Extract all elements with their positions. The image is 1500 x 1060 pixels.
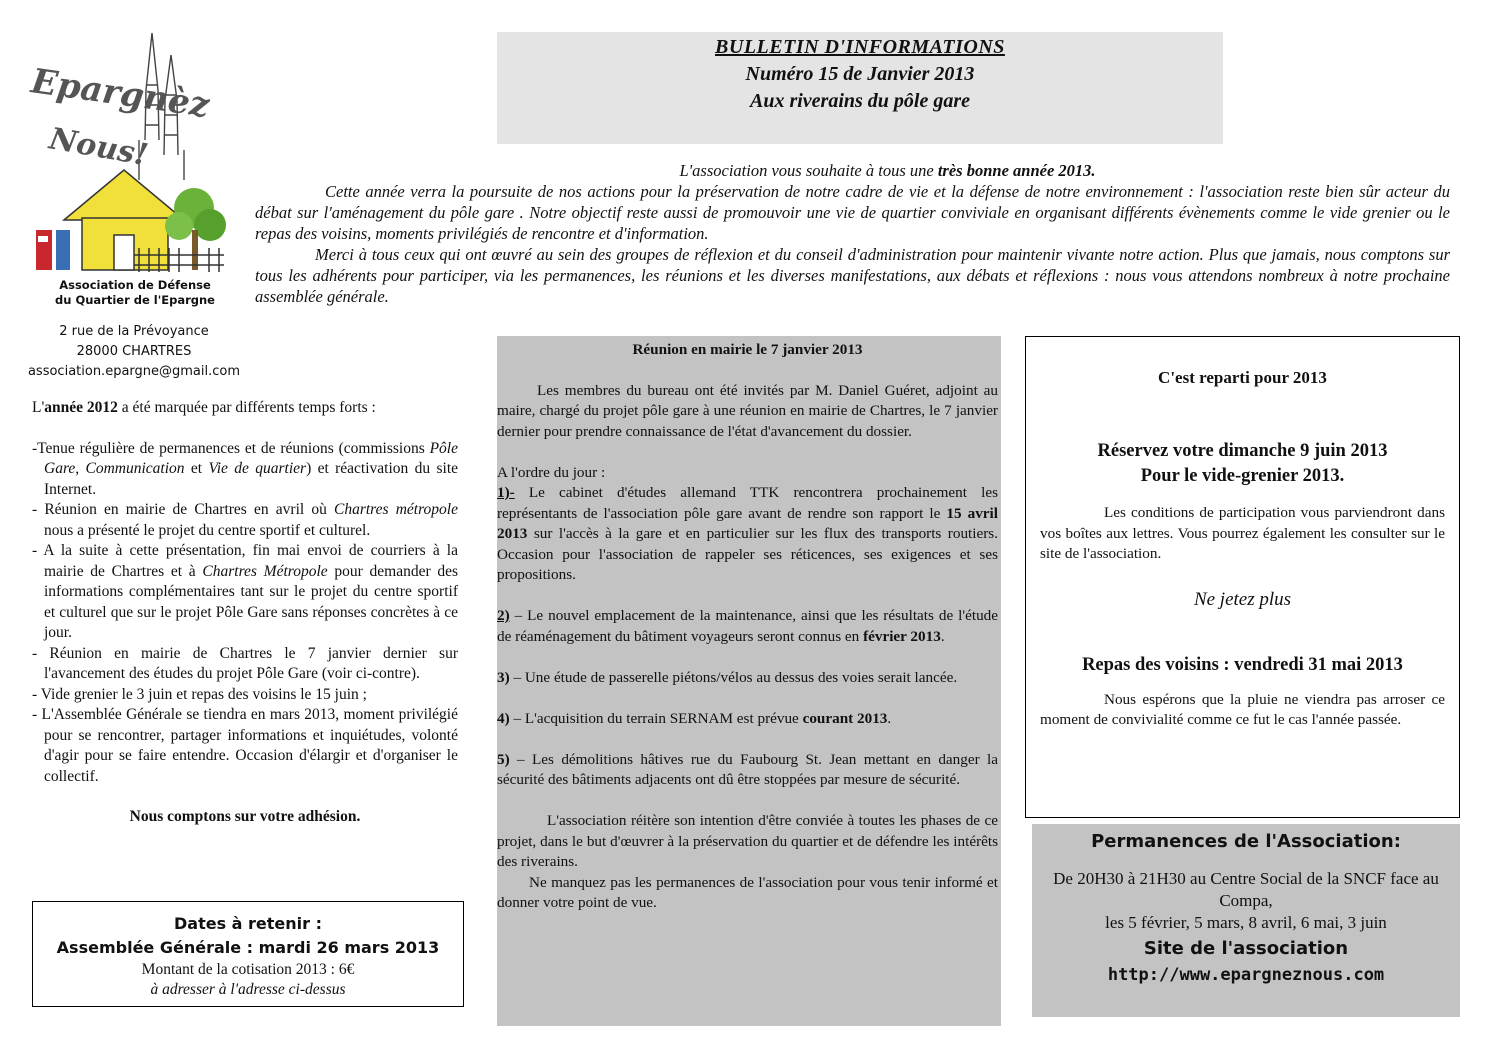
agenda-item-4 <box>497 709 998 730</box>
text: . <box>940 627 945 645</box>
text-bold: année 2012 <box>44 399 118 416</box>
logo-wordmark-line1: Epargnèz <box>28 61 212 126</box>
meeting-title: Réunion en mairie le 7 janvier 2013 <box>632 341 863 358</box>
membership-fee: Montant de la cotisation 2013 : 6€ <box>141 961 355 978</box>
intro-section <box>255 160 1450 307</box>
text: nous a présenté le projet du centre sportif et culturel. <box>44 521 371 539</box>
location-text: De 20H30 à 21H30 au Centre Social de la SNCF face au Compa, <box>1053 869 1439 910</box>
text: -Tenue régulière de permanences et de réunions (commissions <box>32 439 430 457</box>
new-year-greeting <box>255 160 1450 181</box>
permanences-location <box>1032 868 1460 934</box>
agenda-item-2 <box>497 606 998 647</box>
text-italic: Chartres métropole <box>334 501 458 518</box>
dates-box <box>32 901 464 1007</box>
text-italic: Chartres Métropole <box>202 562 328 580</box>
address-city: 28000 CHARTRES <box>76 344 192 359</box>
list-item: - Réunion en mairie de Chartres le 7 janvier dernier sur l'avancement des études du projet Pôle Gare (voir ci-contre). <box>32 644 458 682</box>
greeting-text: L'association vous souhaite à tous une <box>679 161 938 180</box>
agenda-number: 3) <box>497 668 510 686</box>
text: L' <box>32 399 45 416</box>
agenda-item-1 <box>497 483 998 586</box>
org-name-line1: Association de Défense <box>59 278 211 292</box>
agenda-number: 5) <box>497 750 510 768</box>
org-address <box>14 322 254 382</box>
text: – Une étude de passerelle piétons/vélos au dessus des voies serait lancée. <box>509 668 958 686</box>
bulletin-issue: Numéro 15 de Janvier 2013 <box>745 63 975 85</box>
website-link[interactable]: http://www.epargneznous.com <box>1107 965 1385 985</box>
text-italic: Vie de quartier <box>208 460 307 477</box>
text-italic: Communication <box>85 460 185 477</box>
highlights-list <box>32 439 458 788</box>
year-2012-intro <box>32 398 458 419</box>
text: – L'acquisition du terrain SERNAM est prévue <box>509 709 803 727</box>
bulletin-audience: Aux riverains du pôle gare <box>749 90 971 112</box>
list-item <box>32 439 458 501</box>
text-bold: février 2013 <box>863 627 941 645</box>
list-item <box>32 541 458 644</box>
conditions-text: Les conditions de participation vous parviendront dans vos boîtes aux lettres. Vous pourrez également les consulter sur le site de l'association. <box>1040 504 1445 562</box>
text: ) et réactivation du site Internet. <box>44 460 459 498</box>
agenda-number: 2) <box>497 607 510 624</box>
agenda-item-3 <box>497 668 998 689</box>
permanences-dates: les 5 février, 5 mars, 8 avril, 6 mai, 3 juin <box>1105 913 1387 932</box>
website-label: Site de l'association <box>1143 938 1349 959</box>
intro-paragraph-2: Merci à tous ceux qui ont œuvré au sein des groupes de réflexion et du conseil d'administration pour maintenir vivante notre action. Plus que jamais, nous comptons sur tous les adhérents pour participer, via les permanences, les réunions et les diverses manifestations, aux débats et réflexions : nous vous attendons nombreux à notre prochaine assemblée générale. <box>255 245 1450 306</box>
text-italic: Pôle Gare <box>44 439 458 477</box>
permanences-box <box>1032 824 1460 1017</box>
year-2012-section <box>32 398 458 828</box>
address-street: 2 rue de la Prévoyance <box>59 324 209 339</box>
text: – Le nouvel emplacement de la maintenance, ainsi que les résultats de l'étude de réaménagement du bâtiment voyageurs seront connus en <box>497 607 998 645</box>
meeting-closing-2: Ne manquez pas les permanences de l'association pour vous tenir informé et donner votre point de vue. <box>497 873 998 911</box>
agenda-number: 4) <box>497 709 510 727</box>
text: . <box>887 709 892 727</box>
org-name <box>20 278 250 308</box>
fee-address-note: à adresser à l'adresse ci-dessus <box>150 981 346 998</box>
vide-grenier-announcement <box>1040 439 1445 489</box>
text: - A la suite à cette présentation, fin mai envoi de courriers à la mairie de Chartres et à <box>32 542 458 580</box>
text: , <box>75 460 86 477</box>
text: Le cabinet d'études allemand TTK rencontrera prochainement les représentants de l'association pôle gare avant de rendre son rapport le <box>497 484 998 522</box>
text: et <box>184 460 209 477</box>
dont-throw-note: Ne jetez plus <box>1193 588 1292 610</box>
general-assembly-date: Assemblée Générale : mardi 26 mars 2013 <box>56 938 440 957</box>
text-bold: courant 2013 <box>802 709 888 727</box>
org-name-line2: du Quartier de l'Epargne <box>55 293 215 307</box>
events-box <box>1025 336 1460 818</box>
bulletin-title: BULLETIN D'INFORMATIONS <box>715 36 1005 58</box>
agenda-item-5 <box>497 750 998 791</box>
logo-wordmark-line2: Nous! <box>46 121 151 174</box>
text: sur l'accès à la gare et en particulier sur les flux des transports routiers. Occasion pour l'association de rappeler ses réticences, ses exigences et ses propositions. <box>497 525 998 583</box>
list-item: - Vide grenier le 3 juin et repas des voisins le 15 juin ; <box>32 685 367 703</box>
weather-hope <box>1040 690 1445 731</box>
text: – Les démolitions hâtives rue du Faubourg St. Jean mettant en danger la sécurité des bâtiments adjacents ont dû être stoppées par mesure de sécurité. <box>497 750 998 788</box>
text-bold: 15 avril 2013 <box>497 504 998 542</box>
reserve-event: Pour le vide-grenier 2013. <box>1140 466 1345 486</box>
dates-title: Dates à retenir : <box>173 914 322 933</box>
list-item: - L'Assemblée Générale se tiendra en mars 2013, moment privilégié pour se rencontrer, partager informations et inquiétudes, volonté d'agir pour se faire entendre. Occasion d'élargir et d'organiser le collectif. <box>32 706 458 785</box>
text: pour demander des informations complémentaires tant sur le projet du centre sportif et culturel que sur le projet Pôle Gare sans réponses concrètes à ce jour. <box>44 562 458 641</box>
text: - Réunion en mairie de Chartres en avril où <box>32 501 334 518</box>
permanences-title: Permanences de l'Association: <box>1091 831 1401 852</box>
events-title: C'est reparti pour 2013 <box>1158 368 1327 387</box>
membership-pledge: Nous comptons sur votre adhésion. <box>129 808 361 825</box>
neighbors-meal-date: Repas des voisins : vendredi 31 mai 2013 <box>1082 654 1403 675</box>
meeting-closing-1: L'association réitère son intention d'être conviée à toutes les phases de ce projet, dans le but d'œuvrer à la préservation du quartier et de défendre les intérêts des riverains. <box>497 812 998 870</box>
meeting-intro: Les membres du bureau ont été invités par M. Daniel Guéret, adjoint au maire, chargé du projet pôle gare à une réunion en mairie de Chartres, le 7 janvier dernier pour prendre connaissance de l'état d'avancement du dossier. <box>497 381 998 440</box>
agenda-number: 1)- <box>497 484 515 501</box>
hope-text: Nous espérons que la pluie ne viendra pas arroser ce moment de convivialité comme ce fut le cas l'année passée. <box>1040 690 1445 728</box>
agenda-label: A l'ordre du jour : <box>497 463 606 481</box>
bulletin-header <box>497 32 1223 144</box>
org-email: association.epargne@gmail.com <box>27 364 241 379</box>
list-item <box>32 500 458 541</box>
greeting-bold: très bonne année 2013. <box>937 161 1096 180</box>
participation-conditions <box>1040 503 1445 565</box>
reserve-date: Réservez votre dimanche 9 juin 2013 <box>1097 441 1388 461</box>
meeting-section <box>497 336 1001 1026</box>
intro-paragraph-1: Cette année verra la poursuite de nos actions pour la préservation de notre cadre de vie et la défense de notre environnement : l'association reste bien sûr acteur du débat sur l'aménagement du pôle gare . Notre objectif reste aussi de promouvoir une vie de quartier conviviale en organisant différents évènements comme le vide grenier ou le repas des voisins, moments privilégiés de rencontre et d'information. <box>255 182 1450 243</box>
text: a été marquée par différents temps forts : <box>117 399 376 416</box>
association-logo <box>24 30 234 280</box>
